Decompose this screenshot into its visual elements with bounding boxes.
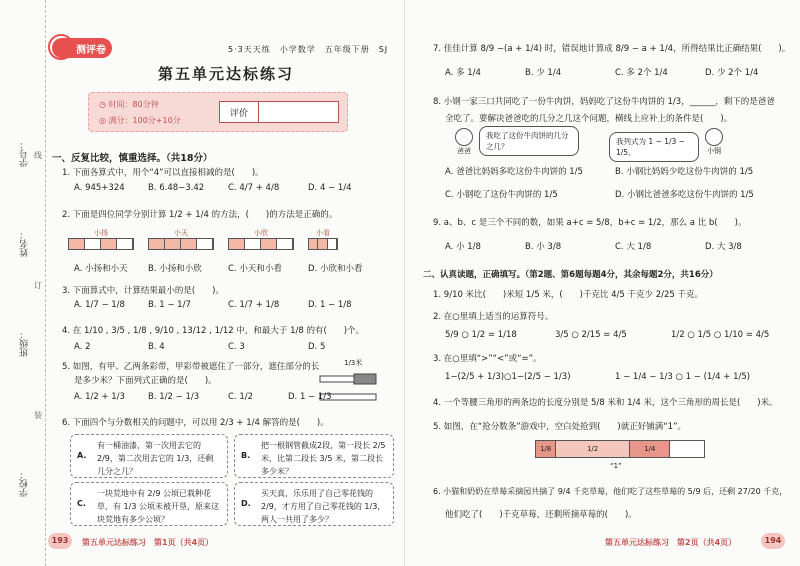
fill-3: 3. 在○里填“>”“<”或“=”。 bbox=[433, 354, 542, 364]
school-label: 学校： bbox=[20, 470, 30, 497]
option-a[interactable]: A. 小 1/8 bbox=[445, 242, 481, 252]
strip-segment: 1/8 bbox=[536, 441, 556, 457]
option-b[interactable]: B. 小 3/8 bbox=[525, 242, 562, 252]
question-5-line-2: 是多少米？下面列式正确的是( )。 bbox=[74, 376, 217, 386]
page-number: 193 bbox=[48, 533, 72, 549]
option-d[interactable]: D. 小钢比爸爸多吃这份牛肉饼的 1/5 bbox=[615, 190, 754, 200]
student-name: 小欣 bbox=[254, 229, 268, 237]
method-xiaoxin bbox=[228, 228, 294, 250]
question-6: 6. 下面四个与分数相关的问题中，可以用 2/3 + 1/4 解答的是( )。 bbox=[62, 418, 329, 428]
option-c[interactable]: C. 小天和小看 bbox=[228, 264, 282, 274]
strip-label: “1” bbox=[610, 462, 622, 470]
clock-icon: ◷ 时间：80分钟 bbox=[99, 100, 159, 109]
option-d[interactable]: D. 1 − 1/8 bbox=[308, 300, 352, 310]
option-c[interactable]: C. 1/7 + 1/8 bbox=[228, 300, 280, 310]
fill-2-item[interactable]: 3/5 ○ 2/15 = 4/5 bbox=[555, 330, 627, 340]
option-a[interactable]: A. 多 1/4 bbox=[445, 68, 481, 78]
option-b[interactable]: B. 6.48−3.42 bbox=[148, 183, 205, 193]
option-a[interactable]: A. 945+324 bbox=[74, 183, 125, 193]
option-card-a[interactable] bbox=[70, 434, 228, 478]
option-a[interactable]: A. 爸爸比妈妈多吃这份牛肉饼的 1/5 bbox=[445, 167, 583, 177]
option-a[interactable]: A. 1/7 − 1/8 bbox=[74, 300, 125, 310]
question-8-line-1: 8. 小钢一家三口共同吃了一份牛肉饼，妈妈吃了这份牛肉饼的 1/3，______，剩下的是爸爸 bbox=[433, 97, 775, 107]
exam-info-box bbox=[88, 92, 348, 132]
page-number: 194 bbox=[761, 533, 785, 549]
fill-2: 2. 在○里填上适当的运算符号。 bbox=[433, 312, 554, 322]
fill-5: 5. 如图，在“抢分数条”游戏中，空白处抢到( )就正好铺满“1”。 bbox=[433, 422, 686, 432]
ribbon-diagram bbox=[318, 370, 398, 410]
kid-label: 小钢 bbox=[707, 147, 721, 155]
page-right bbox=[404, 0, 800, 566]
question-2: 2. 下面是四位同学分别计算 1/2 + 1/4 的方法，( )的方法是正确的。 bbox=[62, 210, 338, 220]
card-text: 一块荒地中有 2/9 公顷已栽种花草，有 1/3 公顷未被开垦，原来这块荒地有多少公顷？ bbox=[97, 489, 219, 524]
fill-6-line-1: 6. 小猫和奶奶在草莓采摘园共摘了 9/4 千克草莓，他们吃了这些草莓的 5/9 后，还剩 27/20 千克， bbox=[433, 487, 788, 496]
ribbon-length-label: 1/3米 bbox=[344, 359, 363, 367]
card-text: 买天真，乐乐用了自己零花钱的 2/9，才方用了自己零花钱的 1/3，两人一共用了多少？ bbox=[261, 489, 386, 524]
question-3: 3. 下面算式中，计算结果最小的是( )。 bbox=[62, 286, 224, 296]
score-box bbox=[219, 101, 339, 123]
time-label: 时间：80分钟 bbox=[108, 100, 159, 109]
option-d[interactable]: D. 1 − 1/3 bbox=[288, 392, 332, 402]
option-d[interactable]: D. 5 bbox=[308, 342, 326, 352]
fill-6-line-2: 他们吃了( )千克草莓，还剩所摘草莓的( )。 bbox=[445, 510, 637, 520]
option-b[interactable]: B. 小钢比妈妈少吃这份牛肉饼的 1/5 bbox=[615, 167, 754, 177]
student-name: 小扬 bbox=[94, 229, 108, 237]
card-key: B. bbox=[241, 451, 251, 460]
option-d[interactable]: D. 大 3/8 bbox=[705, 242, 742, 252]
method-xiaokan bbox=[308, 228, 338, 250]
option-b[interactable]: B. 少 1/4 bbox=[525, 68, 562, 78]
class-label: 班级： bbox=[20, 330, 30, 357]
page-footer: 第五单元达标练习 第2页（共4页） bbox=[605, 538, 737, 547]
fill-3-item[interactable]: 1 − 1/4 − 1/3 ○ 1 − (1/4 + 1/5) bbox=[615, 372, 751, 382]
option-a[interactable]: A. 小扬和小天 bbox=[74, 264, 128, 274]
option-c[interactable]: C. 多 2个 1/4 bbox=[615, 68, 668, 78]
option-b[interactable]: B. 4 bbox=[148, 342, 165, 352]
option-b[interactable]: B. 1/2 − 1/3 bbox=[148, 392, 200, 402]
question-7: 7. 佳佳计算 8/9 −(a + 1/4) 时，错误地计算成 8/9 − a + 1/4，所得结果比正确结果( )。 bbox=[433, 44, 791, 54]
page-left bbox=[48, 0, 400, 566]
option-d[interactable]: D. 4 − 1/4 bbox=[308, 183, 352, 193]
strip-segment: 1/2 bbox=[556, 441, 630, 457]
option-card-b[interactable] bbox=[234, 434, 394, 478]
page-footer: 第五单元达标练习 第1页（共4页） bbox=[82, 538, 214, 547]
method-xiaotian bbox=[148, 228, 214, 250]
card-key: A. bbox=[77, 451, 87, 460]
card-text: 有一桶油漆，第一次用去它的 2/9，第二次用去它的 1/3，还剩几分之几？ bbox=[97, 441, 214, 476]
page-title: 第五单元达标练习 bbox=[158, 65, 295, 83]
question-5-line-1: 5. 如图，有甲、乙两条彩带，甲彩带被遮住了一部分，遮住部分的长 bbox=[62, 362, 320, 372]
question-1: 1. 下面各算式中，用个“4”可以直接相减的是( )。 bbox=[62, 168, 264, 178]
binding-margin bbox=[0, 0, 46, 566]
option-c[interactable]: C. 1/2 bbox=[228, 392, 254, 402]
name-label: 姓名： bbox=[20, 230, 30, 257]
strip-segment: 1/4 bbox=[630, 441, 670, 457]
option-d[interactable]: D. 小欣和小看 bbox=[308, 264, 363, 274]
fill-4: 4. 一个等腰三角形的两条边的长度分别是 5/8 米和 1/4 米，这个三角形的周长是( )米。 bbox=[433, 398, 778, 408]
fraction-strip bbox=[535, 440, 705, 458]
badge: 测评卷 bbox=[52, 38, 112, 58]
full-score-label: 满分：100分+10分 bbox=[108, 116, 181, 125]
card-key: C. bbox=[77, 499, 86, 508]
student-name: 小看 bbox=[316, 229, 330, 237]
margin-mark: 线 bbox=[34, 151, 42, 160]
score-label: 评价 bbox=[220, 102, 259, 122]
id-label: 学号： bbox=[20, 140, 30, 167]
question-4: 4. 在 1/10 , 3/5 , 1/8 , 9/10 , 13/12 , 1/12 中，和最大于 1/8 的有( )个。 bbox=[62, 326, 365, 336]
fill-1: 1. 9/10 米比( )米短 1/5 米，( )千克比 4/5 千克少 2/25 千克。 bbox=[433, 290, 704, 300]
margin-mark: 订 bbox=[34, 281, 42, 290]
student-name: 小天 bbox=[174, 229, 188, 237]
fill-3-item[interactable]: 1−(2/5 + 1/3)○1−(2/5 − 1/3) bbox=[445, 372, 571, 382]
option-a[interactable]: A. 1/2 + 1/3 bbox=[74, 392, 125, 402]
strip-blank[interactable] bbox=[670, 441, 704, 457]
option-c[interactable]: C. 大 1/8 bbox=[615, 242, 652, 252]
option-card-c[interactable] bbox=[70, 482, 228, 526]
fill-2-item[interactable]: 1/2 ○ 1/5 ○ 1/10 = 4/5 bbox=[671, 330, 770, 340]
section-2-title: 二、认真读题，正确填写。（第2题、第6题每题4分，其余每题2分，共16分） bbox=[423, 270, 718, 280]
option-d[interactable]: D. 少 2个 1/4 bbox=[705, 68, 759, 78]
question-9: 9. a、b、c 是三个不同的数，如果 a+c = 5/8，b+c = 1/2，那么 a 比 b( )。 bbox=[433, 218, 747, 228]
kid-speech-bubble: 我列式为 1 − 1/3 − 1/5。 bbox=[609, 132, 699, 162]
option-c[interactable]: C. 4/7 + 4/8 bbox=[228, 183, 280, 193]
dad-speech-bubble: 我吃了这份牛肉饼的几分之几？ bbox=[479, 126, 579, 156]
option-b[interactable]: B. 小扬和小欣 bbox=[148, 264, 202, 274]
section-1-title: 一、反复比较，慎重选择。（共18分） bbox=[52, 153, 213, 164]
option-card-d[interactable] bbox=[234, 482, 394, 526]
method-xiaoyang bbox=[68, 228, 134, 250]
dad-label: 爸爸 bbox=[457, 147, 471, 155]
card-key: D. bbox=[241, 499, 251, 508]
kid-avatar bbox=[705, 128, 723, 156]
method-diagrams bbox=[68, 228, 338, 250]
option-b[interactable]: B. 1 − 1/7 bbox=[148, 300, 191, 310]
option-a[interactable]: A. 2 bbox=[74, 342, 91, 352]
dad-avatar bbox=[455, 128, 473, 156]
margin-mark: 装 bbox=[34, 411, 42, 420]
card-text: 把一根钢管截成2段，第一段长 2/5 米，比第二段长 3/5 米，第二段长多少米？ bbox=[261, 441, 386, 476]
option-c[interactable]: C. 小钢吃了这份牛肉饼的 1/5 bbox=[445, 190, 558, 200]
option-c[interactable]: C. 3 bbox=[228, 342, 245, 352]
book-info: 5·3天天练 小学数学 五年级下册 SJ bbox=[228, 45, 389, 54]
question-8-line-2: 全吃了。要解决爸爸吃的几分之几这个问题，横线上应补上的条件是( )。 bbox=[445, 114, 733, 124]
fill-2-item[interactable]: 5/9 ○ 1/2 = 1/18 bbox=[445, 330, 517, 340]
score-icon: ◎ 满分：100分+10分 bbox=[99, 116, 181, 125]
